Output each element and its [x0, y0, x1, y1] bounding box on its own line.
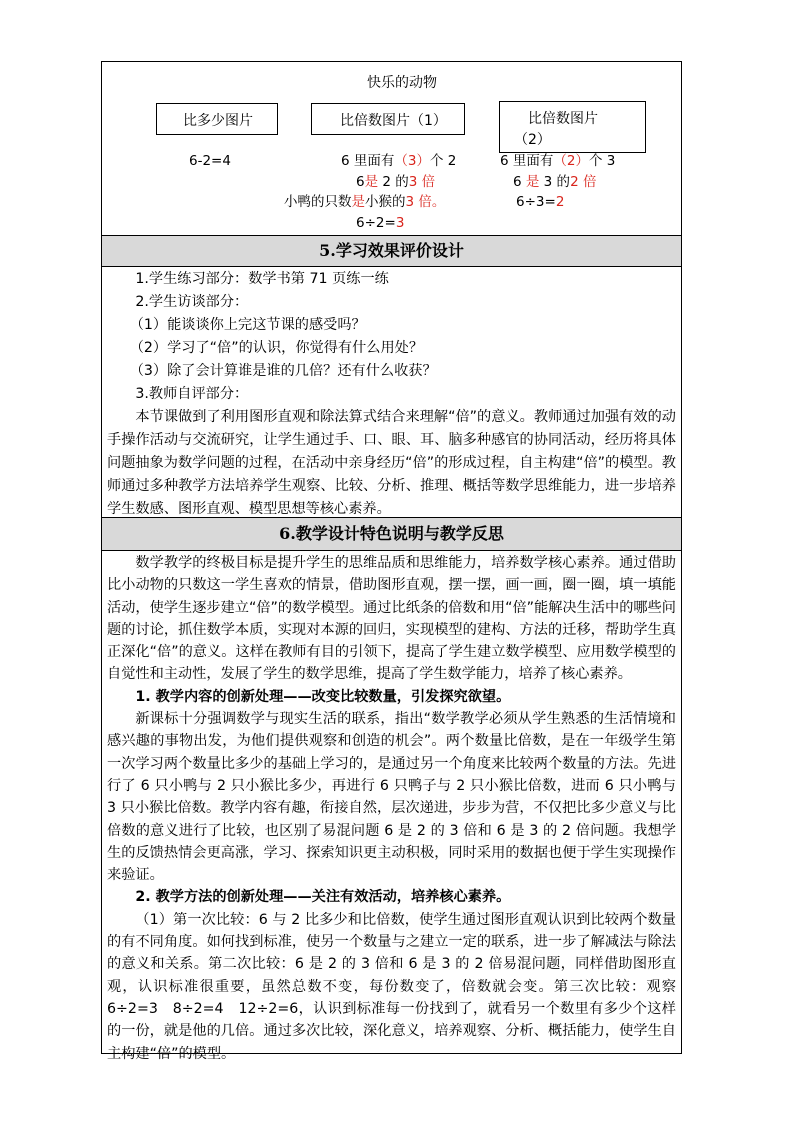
compare-times-box-2: 比倍数图片 （2） — [499, 101, 646, 153]
col3-line3: 6÷3=2 — [516, 194, 565, 210]
section6-heading: 6.教学设计特色说明与教学反思 — [102, 518, 681, 550]
col2-line2: 6是 2 的3 倍 — [356, 174, 436, 190]
lesson-table — [101, 61, 682, 1062]
section5-heading: 5.学习效果评价设计 — [102, 236, 681, 266]
col2-line3: 小鸭的只数是小猴的3 倍。 — [284, 194, 446, 210]
eq-subtract: 6-2=4 — [189, 153, 231, 169]
col2-line1: 6 里面有（3）个 2 — [341, 153, 457, 169]
col2-line4: 6÷2=3 — [356, 215, 405, 231]
section5-body: 1.学生练习部分：数学书第 71 页练一练 2.学生访谈部分： （1）能谈谈你上完这节课的感受吗？ （2）学习了“倍”的认识，你觉得有什么用处？ （3）除了会计算谁是谁的几倍？还有什么收获？ 3.教师自评部分： 本节课做到了利用图形直观和除法算式结合来理解“倍”的意义。教师通过加强有效的动手操作活动与交流研究，让学生通过手、口、眼、耳、脑多种感官的协同活动，经历将具体问题抽象为数学问题的过程，在活动中亲身经历“倍”的形成过程，自主构建“倍”的模型。教师通过多种教学方法培养学生观察、比较、分析、推理、概括等数学思维能力，进一步培养学生数感、图形直观、模型思想等核心素养。 — [107, 271, 676, 517]
compare-times-box-1: 比倍数图片（1） — [311, 103, 465, 135]
col3-line1: 6 里面有（2）个 3 — [500, 153, 616, 169]
compare-less-more-box: 比多少图片 — [156, 103, 278, 135]
col3-line2: 6 是 3 的2 倍 — [513, 174, 597, 190]
top-title: 快乐的动物 — [367, 75, 437, 91]
section6-body: 数学教学的终极目标是提升学生的思维品质和思维能力，培养数学核心素养。通过借助比小动物的只数这一学生喜欢的情景，借助图形直观，摆一摆，画一画，圈一圈，填一填能活动，使学生逐步建立“倍”的数学模型。通过比纸条的倍数和用“倍”能解决生活中的哪些问题的讨论，抓住数学本质，实现对本源的回归，实现模型的建构、方法的迁移，帮助学生真正深化“倍”的意义。这样在教师有目的引领下，提高了学生建立数学模型、应用数学模型的自觉性和主动性，发展了学生的数学思维，提高了学生数学能力，培养了核心素养。 1. 教学内容的创新处理——改变比较数量，引发探究欲望。 新课标十分强调数学与现实生活的联系，指出“数学教学必须从学生熟悉的生活情境和感兴趣的事物出发，为他们提供观察和创造的机会”。两个数量比倍数，是在一年级学生第一次学习两个数量比多少的基础上学习的，是通过另一个角度来比较两个数量的方法。先进行了 6 只小鸭与 2 只小猴比多少，再进行 6 只鸭子与 2 只小猴比倍数，进而 6 只小鸭与 3 只小猴比倍数。教学内容有趣，衔接自然，层次递进，步步为营，不仅把比多少意义与比倍数的意义进行了比较，也区别了易混问题 6 是 2 的 3 倍和 6 是 3 的 2 倍问题。我想学生的反馈热情会更高涨，学习、探索知识更主动积极，同时采用的数据也便于学生实现操作来验证。 2. 教学方法的创新处理——关注有效活动，培养核心素养。 （1）第一次比较：6 与 2 比多少和比倍数，使学生通过图形直观认识到比较两个数量的有不同角度。如何找到标准，使另一个数量与之建立一定的联系，进一步了解减法与除法的意义和关系。第二次比较：6 是 2 的 3 倍和 6 是 3 的 2 倍易混问题，同样借助图形直观，认识标准很重要，虽然总数不变，每份数变了，倍数就会变。第三次比较：观察 6÷2=3 8÷2=4 12÷2=6，认识到标准每一份找到了，就看另一个数里有多少个这样的一份，就是他的几倍。通过多次比较，深化意义，培养观察、分析、概括能力，使学生自主构建“倍”的模型。 — [107, 555, 676, 1062]
